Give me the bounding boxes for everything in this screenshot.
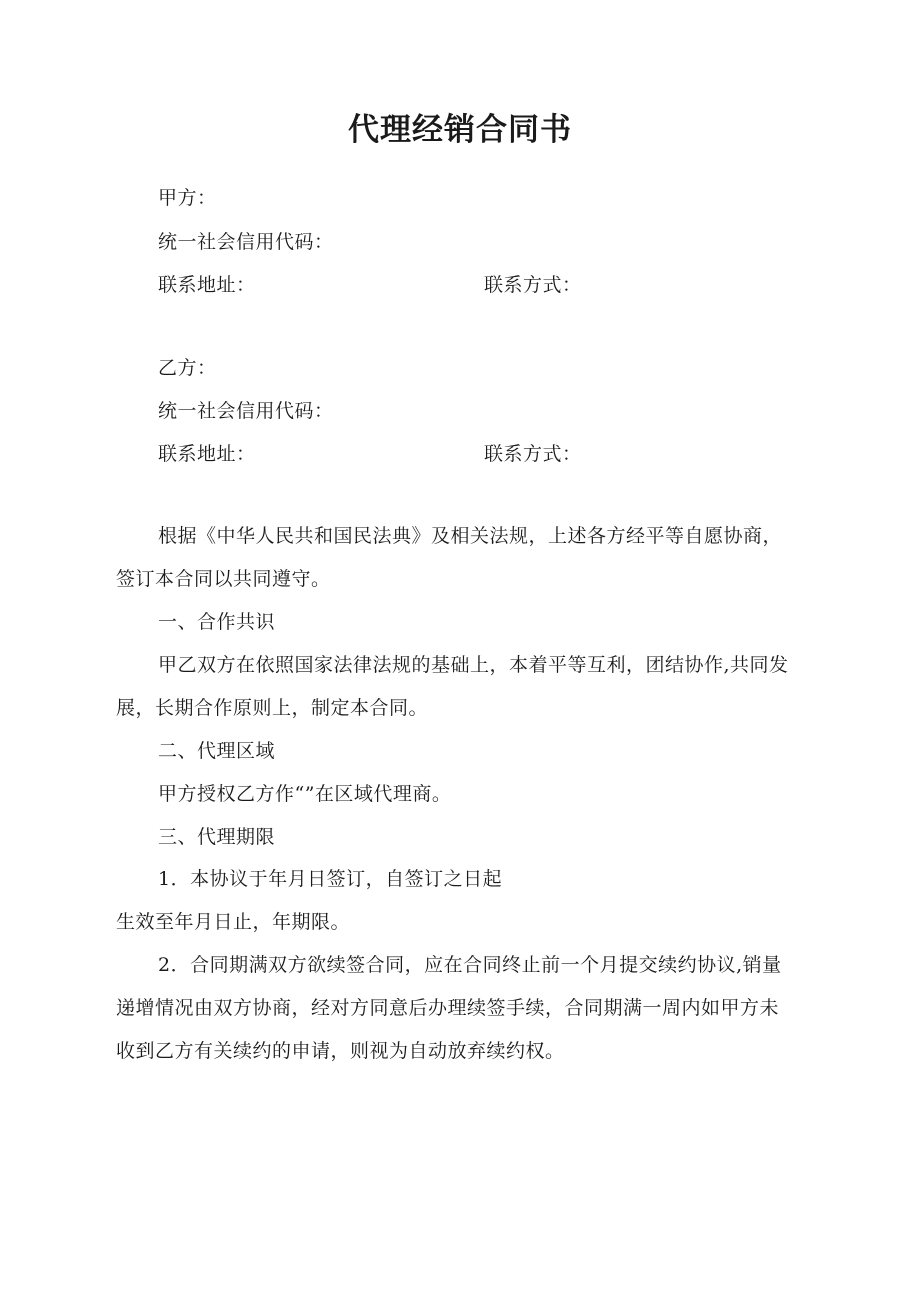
section-2-line-1: 甲方授权乙方作“”在区域代理商。	[158, 783, 452, 805]
section-3-item-2-line-1: 2．合同期满双方欲续签合同，应在合同终止前一个月提交续约协议,销量	[158, 954, 782, 976]
document-title: 代理经销合同书	[348, 112, 572, 148]
section-3-item-2-line-3: 收到乙方有关续约的申请，则视为自动放弃续约权。	[116, 1040, 565, 1062]
section-3-item-1-line-1: 1．本协议于年月日签订，自签订之日起	[158, 868, 503, 890]
section-1-line-1: 甲乙双方在依照国家法律法规的基础上，本着平等互利，团结协作,共同发	[158, 654, 789, 676]
party-a-address: 联系地址：	[158, 274, 256, 296]
section-1-line-2: 展，长期合作原则上，制定本合同。	[116, 697, 429, 719]
section-3-item-2-line-2: 递增情况由双方协商，经对方同意后办理续签手续，合同期满一周内如甲方未	[116, 997, 780, 1019]
party-a-label: 甲方：	[158, 187, 217, 209]
party-b-address: 联系地址：	[158, 443, 256, 465]
section-3-heading: 三、代理期限	[158, 826, 276, 848]
party-a-credit-code: 统一社会信用代码：	[158, 231, 334, 253]
intro-paragraph-line-1: 根据《中华人民共和国民法典》及相关法规，上述各方经平等自愿协商，	[158, 525, 783, 547]
party-b-contact: 联系方式：	[484, 443, 582, 465]
section-1-heading: 一、合作共识	[158, 611, 276, 633]
party-b-credit-code: 统一社会信用代码：	[158, 400, 334, 422]
party-a-contact: 联系方式：	[484, 274, 582, 296]
section-3-item-1-line-2: 生效至年月日止，年期限。	[116, 911, 351, 933]
party-b-label: 乙方：	[158, 357, 217, 379]
section-2-heading: 二、代理区域	[158, 740, 276, 762]
intro-paragraph-line-2: 签订本合同以共同遵守。	[116, 568, 331, 590]
